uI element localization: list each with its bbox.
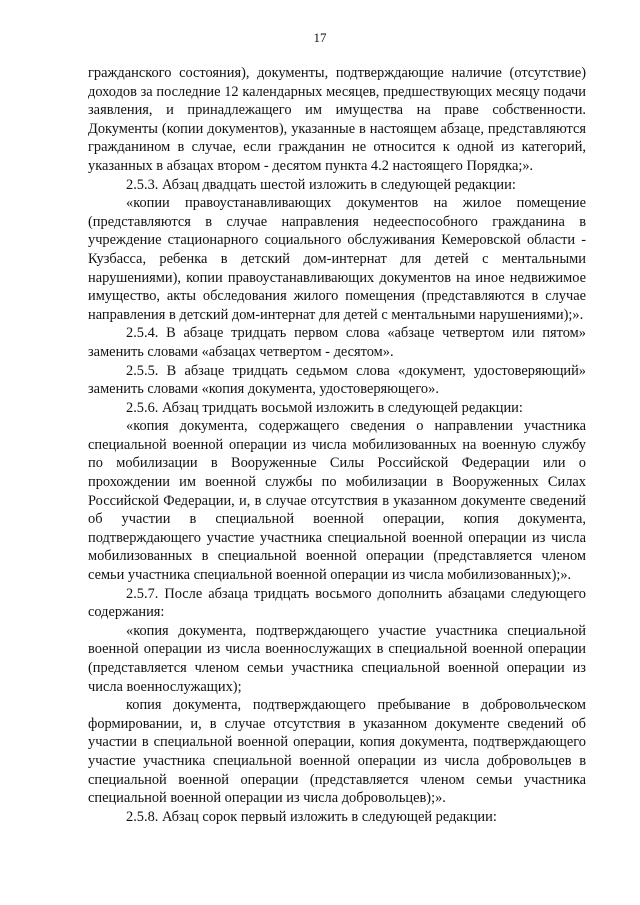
paragraph: «копии правоустанавливающих документов на жилое помещение (представляются в случае направления недееспособного гражданина в учреждение стационарного социального обслуживания Кемеровской области - Кузбасса, ребенка в детский дом-интернат для детей с ментальными нарушениями), копии правоустанавливающих документов на иное недвижимое имущество, акты обследования жилого помещения (представляются в случае направления в детский дом-интернат для детей с ментальными нарушениями);».	[88, 195, 586, 323]
paragraph: 2.5.3. Абзац двадцать шестой изложить в следующей редакции:	[126, 176, 516, 193]
paragraph: «копия документа, подтверждающего участие участника специальной военной операции из числа военнослужащих в специальной военной операции (представляется членом семьи участника специальной военной операции из числа военнослужащих);	[88, 622, 586, 695]
paragraph: 2.5.4. В абзаце тридцать первом слова «абзаце четвертом или пятом» заменить словами «абзацах четвертом - десятом».	[88, 325, 586, 360]
paragraph: гражданского состояния), документы, подтверждающие наличие (отсутствие) доходов за последние 12 календарных месяцев, предшествующих месяцу подачи заявления, и принадлежащего им имущества на праве собственности. Документы (копии документов), указанные в настоящем абзаце, представляются гражданином в случае, если гражданин не относится к одной из категорий, указанных в абзацах втором - десятом пункта 4.2 настоящего Порядка;».	[88, 65, 586, 174]
paragraph: копия документа, подтверждающего пребывание в добровольческом формировании, и, в случае отсутствия в указанном документе сведений об участии в специальной военной операции, копия документа, подтверждающего участие участника специальной военной операции из числа добровольцев в специальной военной операции (представляется членом семьи участника специальной военной операции из числа добровольцев);».	[88, 697, 586, 807]
paragraph: 2.5.5. В абзаце тридцать седьмом слова «документ, удостоверяющий» заменить словами «копия документа, удостоверяющего».	[88, 362, 586, 398]
document-body	[88, 64, 586, 826]
page-number: 17	[313, 30, 327, 45]
paragraph: 2.5.8. Абзац сорок первый изложить в следующей редакции:	[126, 808, 497, 825]
paragraph: 2.5.6. Абзац тридцать восьмой изложить в следующей редакции:	[126, 399, 523, 416]
paragraph: «копия документа, содержащего сведения о направлении участника специальной военной операции из числа мобилизованных на военную службу по мобилизации в Вооруженные Силы Российской Федерации или о прохождении им военной службы по мобилизации в Вооруженных Силах Российской Федерации, и, в случае отсутствия в указанном документе сведений об участии в специальной военной операции, копия документа, подтверждающего участие участника специальной военной операции из числа мобилизованных в специальной военной операции (представляется членом семьи участника специальной военной операции из числа мобилизованных);».	[88, 418, 586, 584]
paragraph: 2.5.7. После абзаца тридцать восьмого дополнить абзацами следующего содержания:	[88, 585, 586, 621]
